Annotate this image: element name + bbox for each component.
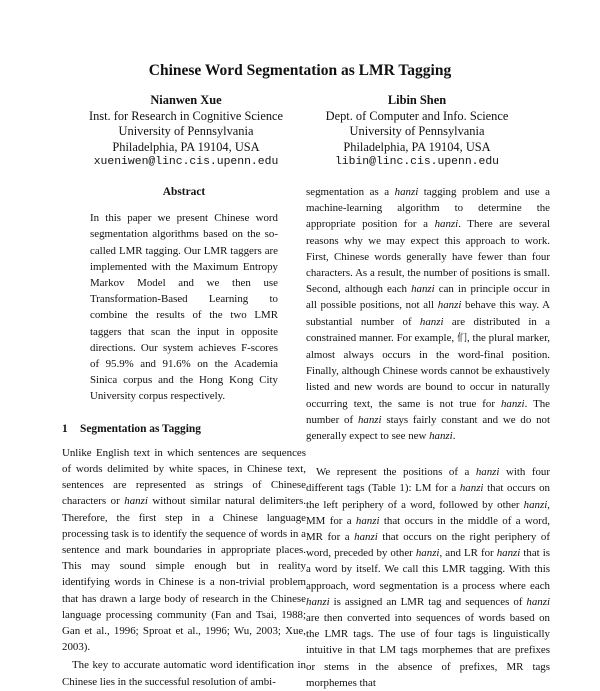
author-email: xueniwen@linc.cis.upenn.edu xyxy=(93,156,279,168)
section-heading xyxy=(62,421,306,437)
author-affiliation: Inst. for Research in Cognitive Science xyxy=(88,108,284,123)
paper-title: Chinese Word Segmentation as LMR Tagging xyxy=(148,62,452,79)
abstract-heading: Abstract xyxy=(162,186,206,198)
chinese-character: 们 xyxy=(456,332,468,344)
left-column xyxy=(62,184,306,690)
author-institution: University of Pennsylvania xyxy=(349,124,485,138)
author-institution: University of Pennsylvania xyxy=(118,124,254,138)
author-address: Philadelphia, PA 19104, USA xyxy=(112,139,260,154)
section-number: 1 xyxy=(62,422,68,435)
paragraph: segmentation as a hanzi tagging problem and use a machine-learning algorithm to determine the appropriate position for a hanzi. There are several reasons why we may expect this approach to work. First, Chinese words generally have fewer than four characters. As a result, the number of positions is small. Second, although each hanzi can in principle occur in all possible positions, not all hanzi behave this way. A substantial number of hanzi are distributed in a constrained manner. For example, 们, the plural marker, almost always occurs in the word-final position. Finally, although Chinese words cannot be exhaustively listed and new words are bound to occur in naturally occurring text, the same is not true for hanzi. The number of hanzi stays fairly constant and we do not generally expect to see new hanzi. xyxy=(306,186,551,443)
section-title: Segmentation as Tagging xyxy=(80,422,201,435)
abstract-body: In this paper we present Chinese word segmentation algorithms based on the so-called LMR tagging. Our LMR taggers are implemented with the Maximum Entropy Markov Model and we then use Transformation-Based Learning to combine the results of the two LMR taggers that scan the input in opposite directions. Our system achieves F-scores of 95.9% and 91.6% on the Academia Sinica corpus and the Hong Kong City University corpus respectively. xyxy=(90,212,278,403)
author-block-xue xyxy=(66,93,306,171)
author-email: libin@linc.cis.upenn.edu xyxy=(334,156,500,168)
paragraph: We represent the positions of a hanzi with four different tags (Table 1): LM for a hanzi that occurs on the left periphery of a word, followed by other hanzi, MM for a hanzi that occurs in the middle of a word, MR for a hanzi that occurs on the right periphery of word, preceded by other hanzi, and LR for hanzi that is a word by itself. We call this LMR tagging. With this approach, word segmentation is a process where each hanzi is assigned an LMR tag and sequences of hanzi are then converted into sequences of words based on the LMR tags. The use of four tags is linguistically intuitive in that LM tags morphemes that are prefixes or stems in the absence of prefixes, MR tags morphemes that xyxy=(306,466,551,689)
author-block-shen xyxy=(297,93,537,171)
author-name: Libin Shen xyxy=(387,93,447,107)
paragraph: The key to accurate automatic word identification in Chinese lies in the successful resolution of ambi- xyxy=(62,659,306,688)
author-name: Nianwen Xue xyxy=(150,93,222,107)
author-address: Philadelphia, PA 19104, USA xyxy=(343,139,491,154)
paragraph: Unlike English text in which sentences are sequences of words delimited by white spaces, in Chinese text, sentences are represented as strings of Chinese characters or hanzi without similar natural delimiters. Therefore, the first step in a Chinese language processing task is to identify the sequence of words in a sentence and mark boundaries in appropriate places. This may sound simple enough but in reality identifying words in Chinese is a non-trivial problem that has drawn a large body of research in the Chinese language processing community (Fan and Tsai, 1988; Gan et al., 1996; Sproat et al., 1996; Wu, 2003; Xue, 2003). xyxy=(62,446,306,654)
right-column xyxy=(306,184,550,691)
author-affiliation: Dept. of Computer and Info. Science xyxy=(325,108,509,123)
